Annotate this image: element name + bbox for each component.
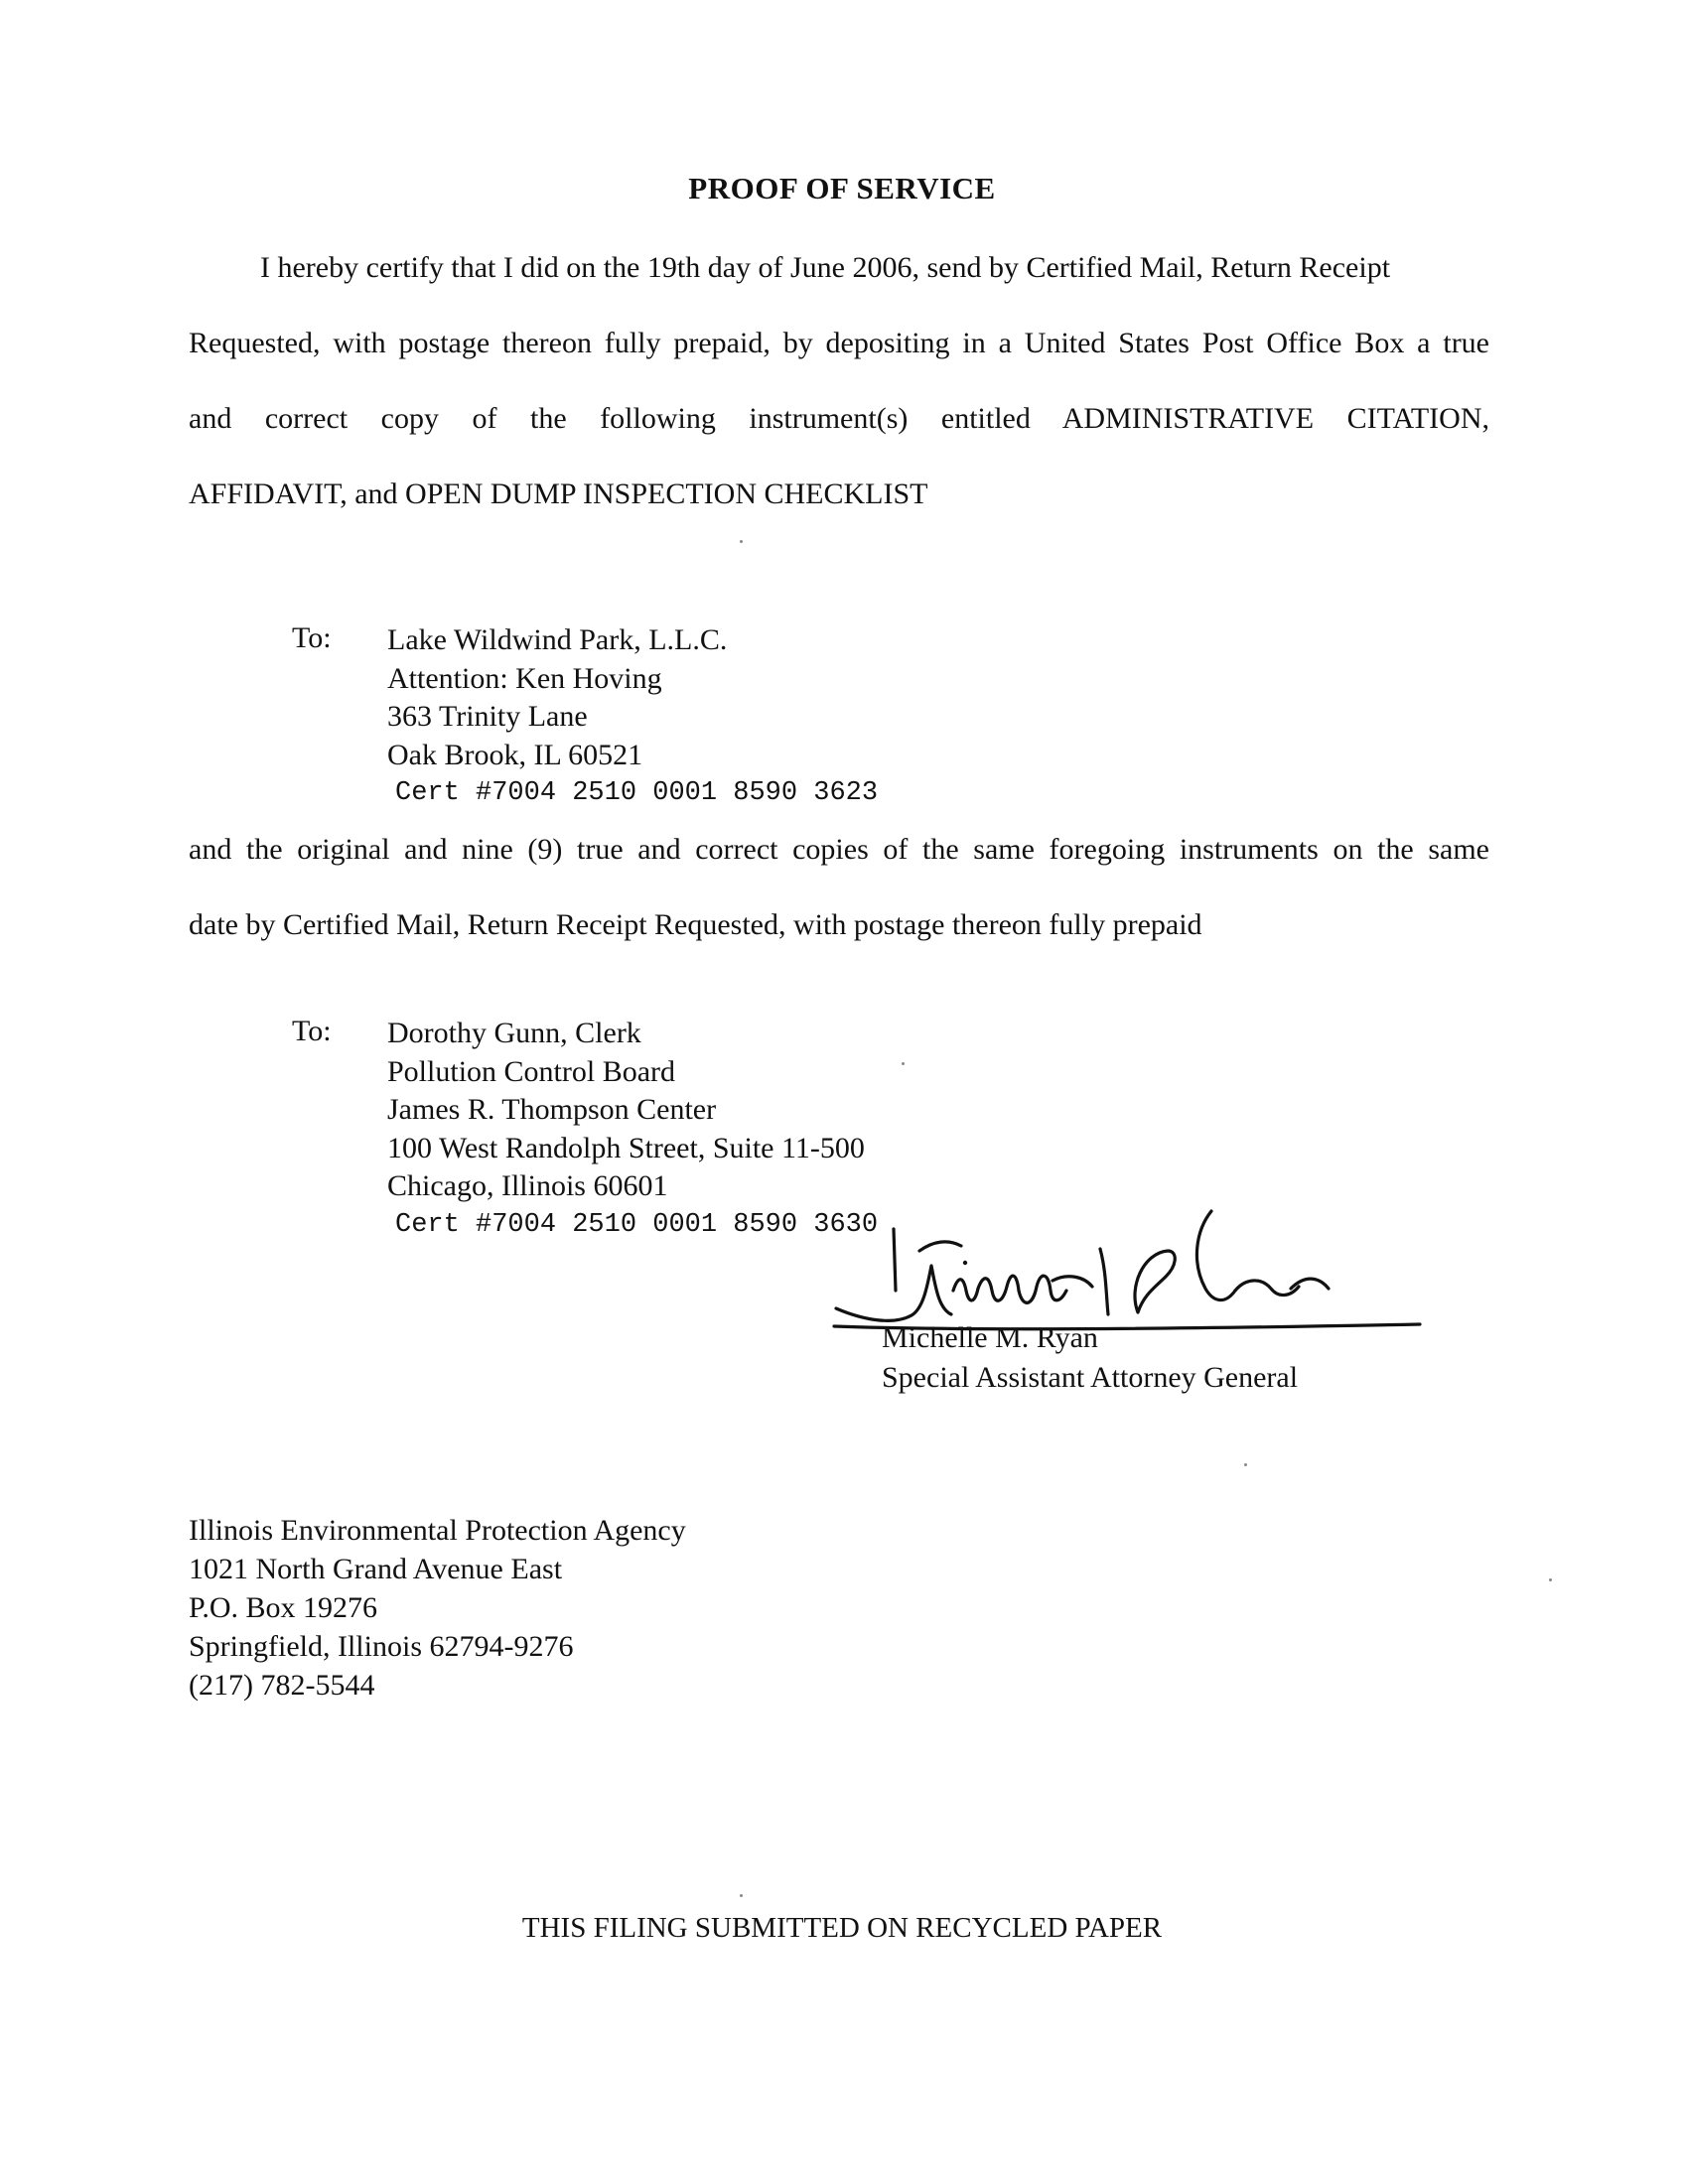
address-line: Oak Brook, IL 60521 bbox=[387, 738, 643, 771]
page-footer: THIS FILING SUBMITTED ON RECYCLED PAPER bbox=[521, 1912, 1163, 1944]
signer-name: Michelle M. Ryan bbox=[882, 1321, 1098, 1354]
agency-line: (217) 782-5544 bbox=[189, 1669, 375, 1702]
agency-line: Illinois Environmental Protection Agency bbox=[189, 1514, 686, 1547]
to-label: To: bbox=[292, 621, 332, 654]
address-line: Attention: Ken Hoving bbox=[387, 661, 662, 695]
address-line: Lake Wildwind Park, L.L.C. bbox=[387, 623, 728, 656]
address-line: 100 West Randolph Street, Suite 11-500 bbox=[387, 1131, 865, 1164]
agency-address bbox=[189, 1511, 686, 1705]
address-line: Dorothy Gunn, Clerk bbox=[387, 1017, 641, 1049]
address-line: Pollution Control Board bbox=[387, 1054, 676, 1088]
scan-speck bbox=[740, 540, 743, 543]
copies-line-2: date by Certified Mail, Return Receipt Requested, with postage thereon fully prepaid bbox=[189, 908, 1202, 941]
certified-mail-number: Cert #7004 2510 0001 8590 3623 bbox=[395, 778, 879, 808]
address-line: 363 Trinity Lane bbox=[387, 700, 588, 733]
certified-mail-number: Cert #7004 2510 0001 8590 3630 bbox=[395, 1209, 879, 1240]
recipient-address bbox=[387, 1015, 878, 1244]
certification-line-2: Requested, with postage thereon fully prepaid, by depositing in a United States Post Office Box a true bbox=[189, 327, 1489, 359]
certification-line-3: and correct copy of the following instrument(s) entitled ADMINISTRATIVE CITATION, bbox=[189, 402, 1489, 435]
agency-line: 1021 North Grand Avenue East bbox=[189, 1553, 563, 1585]
address-line: Chicago, Illinois 60601 bbox=[387, 1169, 668, 1202]
scan-speck bbox=[902, 1062, 905, 1065]
agency-line: Springfield, Illinois 62794-9276 bbox=[189, 1630, 574, 1663]
signer-block bbox=[882, 1318, 1298, 1398]
scan-speck bbox=[1244, 1463, 1247, 1466]
certification-line-1: I hereby certify that I did on the 19th day of June 2006, send by Certified Mail, Return Receipt bbox=[260, 251, 1391, 284]
recipient-address bbox=[387, 621, 878, 813]
scan-speck bbox=[740, 1894, 743, 1897]
signer-title: Special Assistant Attorney General bbox=[882, 1361, 1299, 1394]
page-title: PROOF OF SERVICE bbox=[688, 171, 996, 205]
agency-line: P.O. Box 19276 bbox=[189, 1591, 378, 1624]
certification-line-4: AFFIDAVIT, and OPEN DUMP INSPECTION CHECKLIST bbox=[189, 478, 928, 510]
address-line: James R. Thompson Center bbox=[387, 1093, 717, 1126]
scan-speck bbox=[1549, 1578, 1552, 1581]
to-label: To: bbox=[292, 1015, 332, 1047]
copies-line-1: and the original and nine (9) true and correct copies of the same foregoing instruments on the same bbox=[189, 833, 1489, 866]
